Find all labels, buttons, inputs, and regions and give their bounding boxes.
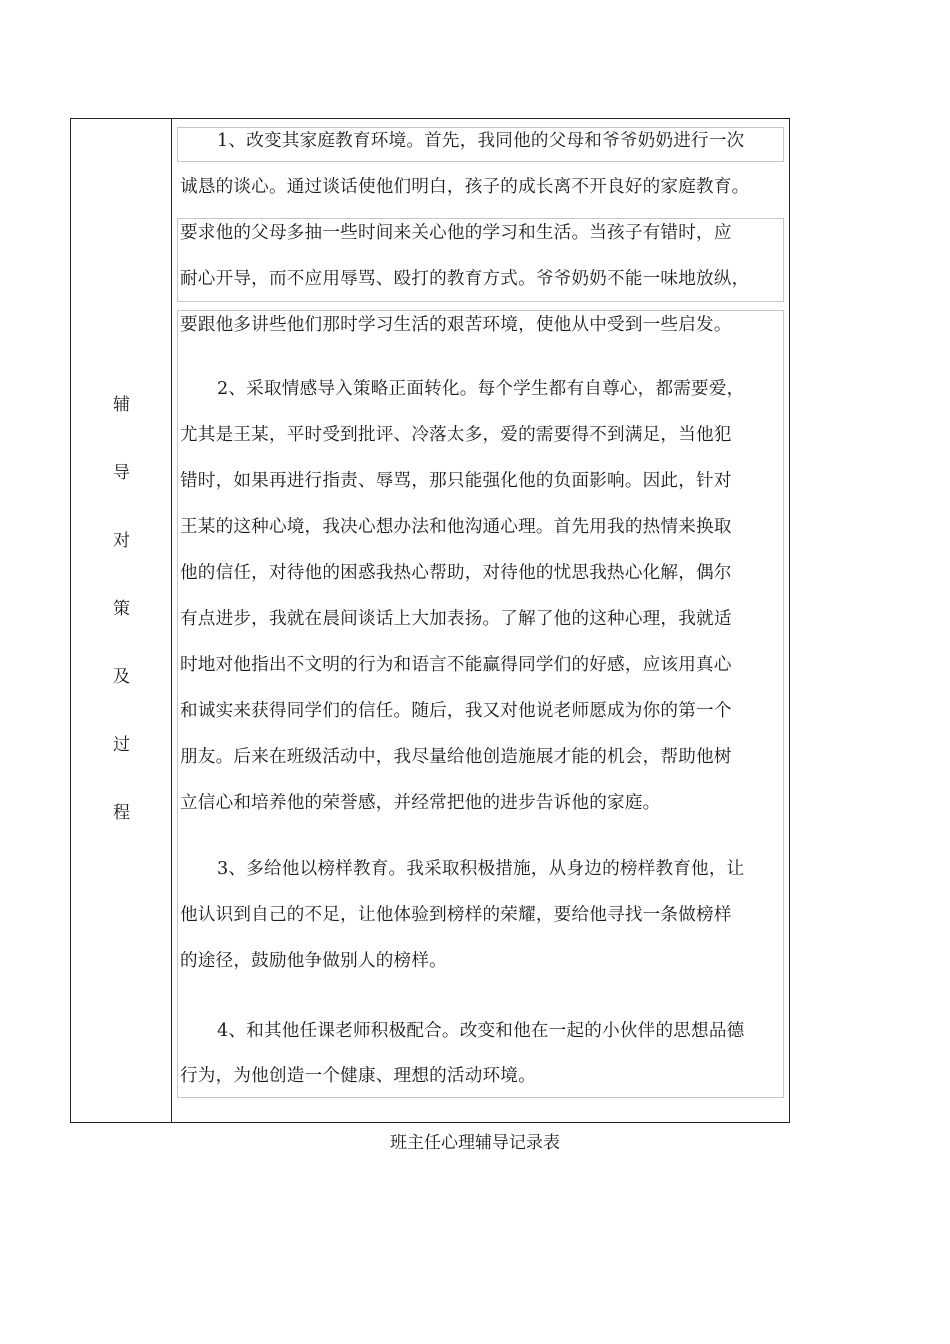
paragraph-line: 2、采取情感导入策略正面转化。每个学生都有自尊心，都需要爱，	[217, 379, 745, 399]
paragraph-line: 王某的这种心境，我决心想办法和他沟通心理。首先用我的热情来换取	[180, 517, 732, 537]
paragraph-line: 朋友。后来在班级活动中，我尽量给他创造施展才能的机会，帮助他树	[180, 747, 732, 767]
row-label-char: 程	[113, 803, 130, 823]
paragraph-line: 立信心和培养他的荣誉感，并经常把他的进步告诉他的家庭。	[180, 793, 661, 813]
paragraph-line: 错时，如果再进行指责、辱骂，那只能强化他的负面影响。因此，针对	[180, 471, 732, 491]
paragraph-line: 4、和其他任课老师积极配合。改变和他在一起的小伙伴的思想品德	[217, 1021, 745, 1041]
paragraph-line: 要求他的父母多抽一些时间来关心他的学习和生活。当孩子有错时，应	[180, 223, 732, 243]
paragraph-line: 要跟他多讲些他们那时学习生活的艰苦环境，使他从中受到一些启发。	[180, 315, 732, 335]
row-label-cell	[71, 119, 172, 1122]
row-label-char: 过	[113, 735, 130, 755]
paragraph-line: 时地对他指出不文明的行为和语言不能赢得同学们的好感，应该用真心	[180, 655, 732, 675]
paragraph-line: 有点进步，我就在晨间谈话上大加表扬。了解了他的这种心理，我就适	[180, 609, 732, 629]
paragraph-line: 他的信任，对待他的困惑我热心帮助，对待他的忧思我热心化解，偶尔	[180, 563, 732, 583]
paragraph-line: 和诚实来获得同学们的信任。随后，我又对他说老师愿成为你的第一个	[180, 701, 732, 721]
row-label-char: 及	[113, 667, 130, 687]
row-label-char: 策	[113, 599, 130, 619]
row-label-char: 对	[113, 531, 130, 551]
paragraph-line: 耐心开导，而不应用辱骂、殴打的教育方式。爷爷奶奶不能一味地放纵，	[180, 269, 750, 289]
table-caption: 班主任心理辅导记录表	[390, 1133, 560, 1153]
paragraph-line: 3、多给他以榜样教育。我采取积极措施，从身边的榜样教育他，让	[217, 859, 745, 879]
row-label-char: 辅	[113, 395, 130, 415]
paragraph-line: 1、改变其家庭教育环境。首先，我同他的父母和爷爷奶奶进行一次	[217, 131, 745, 151]
paragraph-line: 诚恳的谈心。通过谈话使他们明白，孩子的成长离不开良好的家庭教育。	[180, 177, 750, 197]
row-label-char: 导	[113, 463, 130, 483]
paragraph-line: 的途径，鼓励他争做别人的榜样。	[180, 951, 447, 971]
paragraph-line: 他认识到自己的不足，让他体验到榜样的荣耀，要给他寻找一条做榜样	[180, 905, 732, 925]
paragraph-line: 尤其是王某，平时受到批评、冷落太多，爱的需要得不到满足，当他犯	[180, 425, 732, 445]
paragraph-line: 行为，为他创造一个健康、理想的活动环境。	[180, 1066, 536, 1086]
